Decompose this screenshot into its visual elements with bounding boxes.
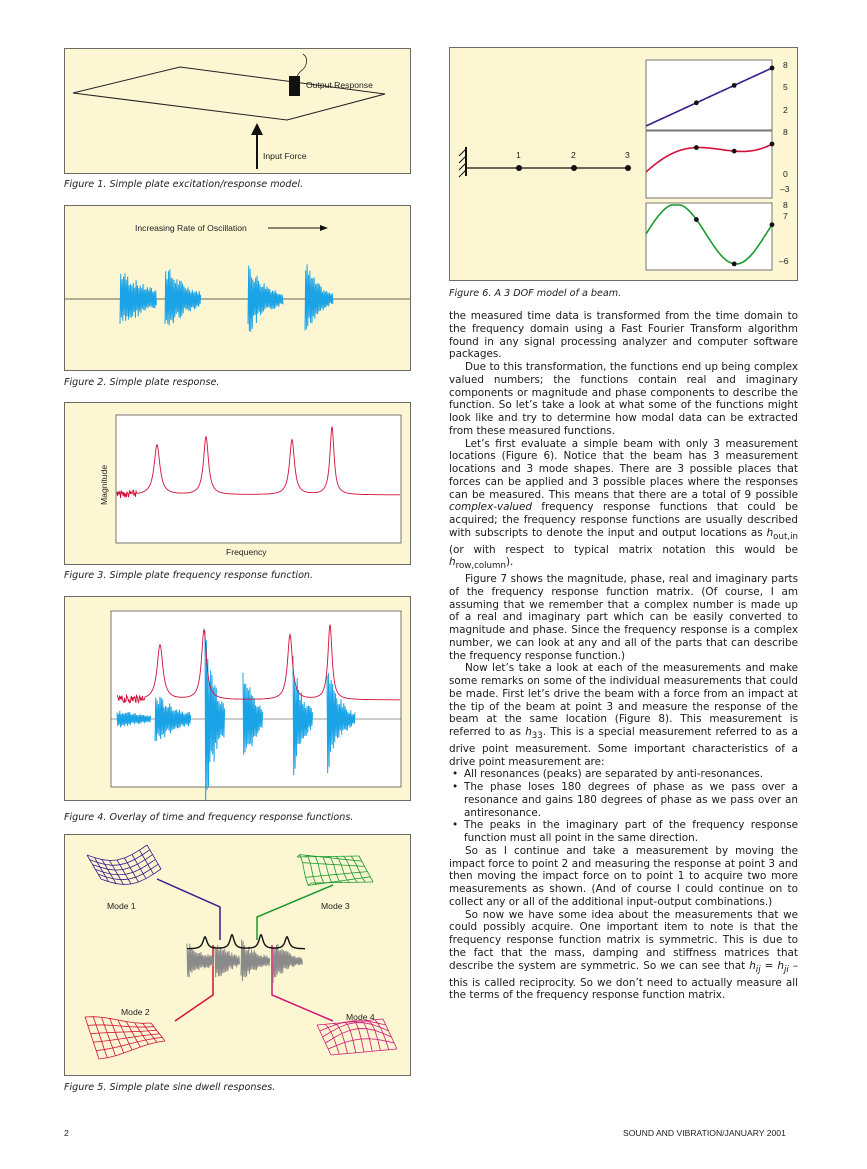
figure-6 — [449, 47, 798, 281]
sine-dwell-diagram — [65, 835, 411, 1076]
beam-point-1 — [516, 165, 522, 171]
paragraph-1: the measured time data is transformed from the time domain to the frequency domain using a Fast Fourier Transform algorithm found in any signal processing analyzer and computer software packages. — [449, 310, 798, 361]
mode1-connector — [157, 879, 220, 940]
point-2-label: 2 — [571, 150, 576, 160]
paragraph-2: Due to this transformation, the functions end up being complex valued numbers; the functions contain real and imaginary components or magnitude and phase components to describe the function. So let’s take a look at what some of the functions might look like and try to determine how modal data can be extracted from these measured functions. — [449, 361, 798, 437]
figure-4-caption: Figure 4. Overlay of time and frequency response functions. — [64, 812, 354, 823]
sine-dwell-signal — [215, 945, 240, 977]
journal-footer: SOUND AND VIBRATION/JANUARY 2001 — [623, 1128, 786, 1138]
mode-3-panel — [646, 203, 774, 270]
mode-3-mesh — [297, 855, 373, 886]
figure-2-caption: Figure 2. Simple plate response. — [64, 377, 220, 388]
mode-2-panel — [646, 131, 774, 198]
x-axis-label: Frequency — [226, 547, 267, 557]
paragraph-3: Let’s first evaluate a simple beam with only 3 measurement locations (Figure 6). Notice that the beam has 3 measurement locations and 3 mode shapes. There are 3 possible places that forces can be applied and 3 possible places where the responses can be measured. This means that there are a total of 9 possible complex-valued frequency response functions that could be acquired; the frequency response functions are usually described with subscripts to denote the input and output locations as $h_{out,in}$ (or with respect to typical matrix notation this would be $h_{row,column}$). — [449, 437, 798, 572]
m3-tick-low: –6 — [779, 256, 789, 266]
frf-peaks-curve — [187, 935, 305, 949]
m2-tick-top: 8 — [783, 127, 788, 137]
list-item: • The peaks in the imaginary part of the frequency response function must all point in the same direction. — [464, 819, 798, 845]
time-signal-burst — [120, 273, 156, 324]
paragraph-6: So as I continue and take a measurement by moving the impact force to point 2 and measuring the response at point 3 and then moving the impact force on to point 1 to acquire two more measurements as shown. (And of course I could continue on to collect any or all of the additional input-output combinations.) — [449, 844, 798, 908]
time-signal-burst — [248, 266, 283, 332]
mode-4-label: Mode 4 — [346, 1012, 375, 1022]
m1-tick-top: 8 — [783, 60, 788, 70]
figure-1 — [64, 48, 411, 174]
mode-4-mesh — [317, 1019, 397, 1055]
mode-1-label: Mode 1 — [107, 901, 136, 911]
figure-5-caption: Figure 5. Simple plate sine dwell responses. — [64, 1082, 276, 1093]
mode-1-mesh — [87, 845, 161, 884]
m1-tick-mid: 5 — [783, 82, 788, 92]
plate-model-drawing — [65, 49, 411, 174]
beam-point-2 — [571, 165, 577, 171]
time-signal-burst — [165, 269, 201, 325]
beam-point-3 — [625, 165, 631, 171]
point-1-label: 1 — [516, 150, 521, 160]
mode-3-label: Mode 3 — [321, 901, 350, 911]
frf-magnitude-plot — [65, 403, 411, 565]
output-response-label: Output Response — [306, 80, 373, 90]
overlay-plot — [65, 597, 411, 801]
time-response-plot — [65, 206, 411, 371]
mode-1-panel — [646, 60, 774, 130]
figure-1-caption: Figure 1. Simple plate excitation/response model. — [64, 179, 304, 190]
m3-tick-mid: 7 — [783, 211, 788, 221]
figure-3-caption: Figure 3. Simple plate frequency response function. — [64, 570, 314, 581]
m2-tick-low: –3 — [780, 184, 790, 194]
mode-2-label: Mode 2 — [121, 1007, 150, 1017]
article-body — [449, 310, 798, 1002]
direction-arrow — [320, 225, 328, 231]
beam-model-diagram — [450, 48, 798, 281]
m3-tick-top: 8 — [783, 200, 788, 210]
page-number: 2 — [64, 1128, 69, 1138]
figure-2 — [64, 205, 411, 371]
drive-point-list — [449, 768, 798, 845]
m1-tick-low: 2 — [783, 105, 788, 115]
mode-2-mesh — [85, 1017, 165, 1059]
figure-5 — [64, 834, 411, 1076]
figure-3 — [64, 402, 411, 565]
mode3-connector — [257, 885, 333, 940]
m2-tick-mid: 0 — [783, 169, 788, 179]
point-3-label: 3 — [625, 150, 630, 160]
oscillation-label: Increasing Rate of Oscillation — [135, 223, 247, 233]
figure-4 — [64, 596, 411, 801]
paragraph-4: Figure 7 shows the magnitude, phase, real and imaginary parts of the frequency response function matrix. (Of course, I am assuming that we remember that a complex number is made up of a real and imaginary part which can be easily converted to magnitude and phase. Since the frequency response is a complex number, we can look at any and all of the parts that can describe the frequency response function.) — [449, 573, 798, 662]
input-force-label: Input Force — [263, 151, 307, 161]
list-item: • All resonances (peaks) are separated by anti-resonances. — [464, 768, 798, 781]
time-signal-burst — [305, 264, 333, 330]
sensor-block — [289, 76, 300, 96]
paragraph-7: So now we have some idea about the measurements that we could possibly acquire. One important item to note is that the frequency response function matrix is symmetric. This is due to the fact that the mass, damping and stiffness matrices that describe the system are symmetric. So we can see that $h_{ij} = h_{ji}$ – this is called reciprocity. So we don’t need to actually measure all the terms of the frequency response function matrix. — [449, 908, 799, 1002]
sine-dwell-signal — [273, 944, 302, 983]
y-axis-label: Magnitude — [99, 464, 109, 505]
list-item: • The phase loses 180 degrees of phase as we pass over a resonance and gains 180 degrees of phase as we pass over an antiresonance. — [464, 781, 798, 819]
paragraph-5: Now let’s take a look at each of the measurements and make some remarks on some of the individual measurements that could be made. First let’s drive the beam with a force from an impact at the tip of the beam at point 3 and measure the response of the beam at the same location (Figure 8). This measurement is referred to as $h_{33}$. This is a special measurement referred to as a drive point measurement. Some important characteristics of a drive point measurement are: — [449, 662, 798, 768]
figure-6-caption: Figure 6. A 3 DOF model of a beam. — [449, 288, 622, 299]
input-force-arrow — [251, 123, 263, 135]
